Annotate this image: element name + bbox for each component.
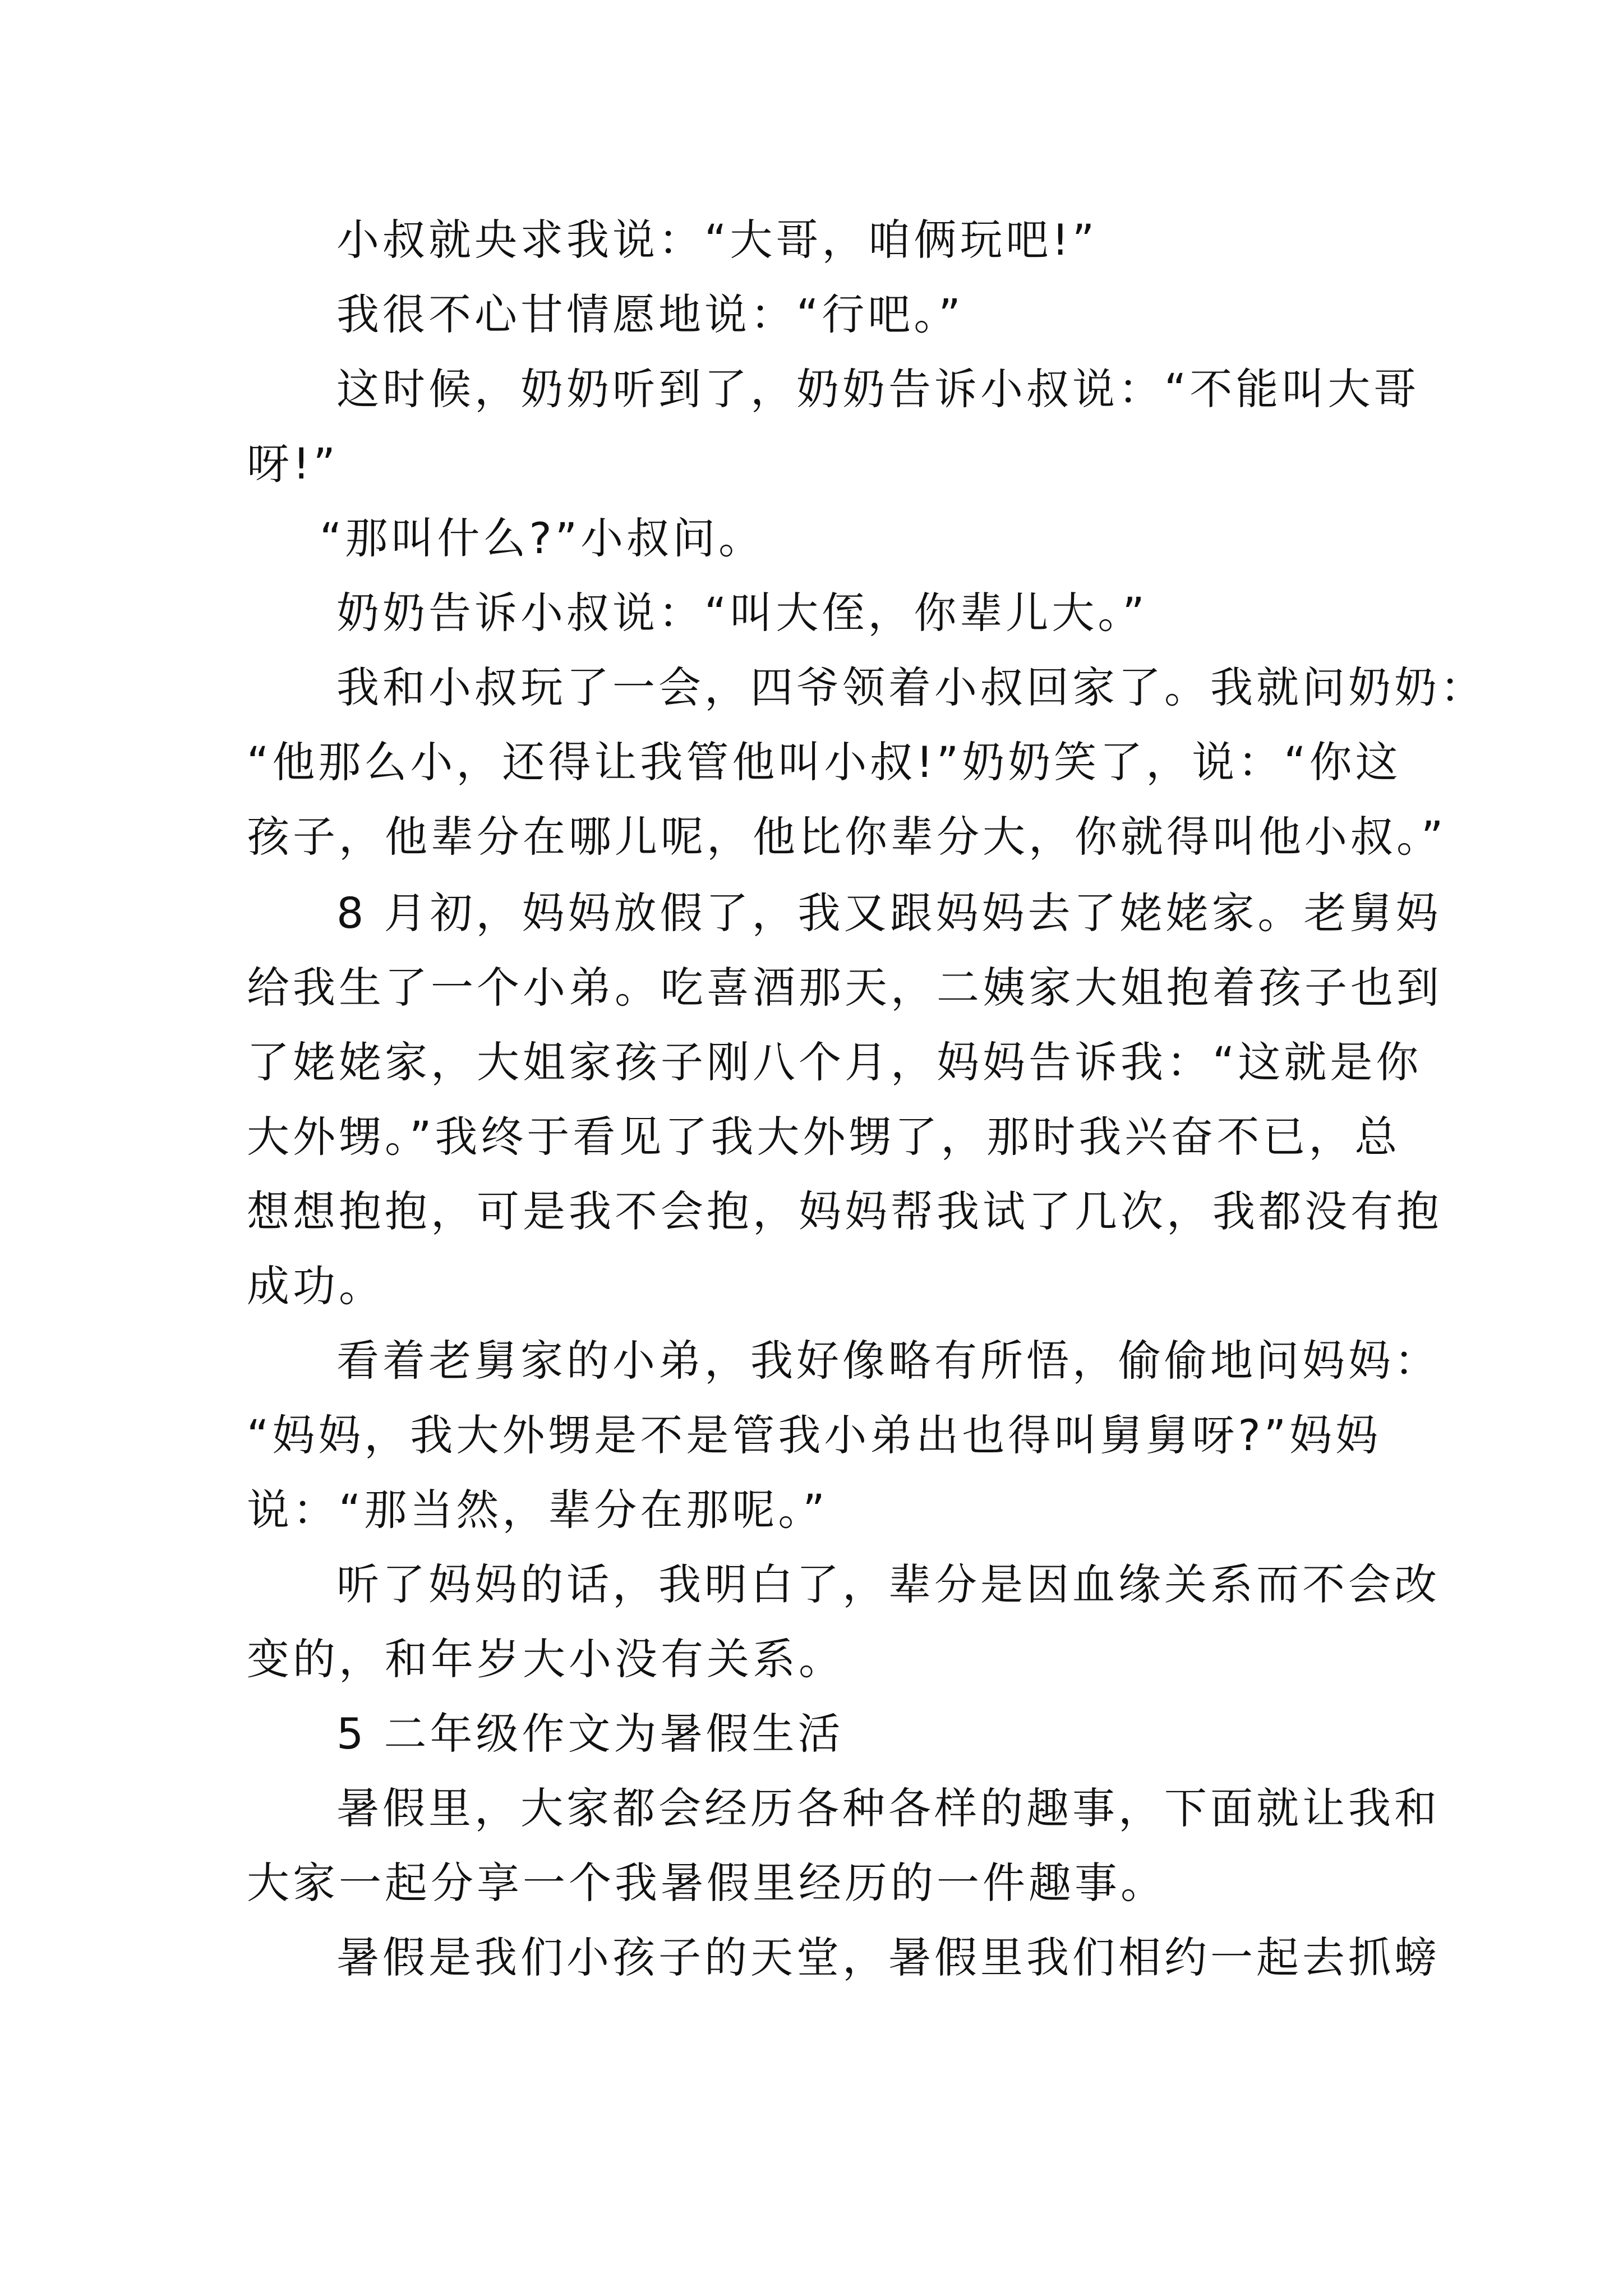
text-line: 给我生了一个小弟。吃喜酒那天，二姨家大姐抱着孩子也到 bbox=[247, 963, 1442, 1013]
text-line: 听了妈妈的话，我明白了，辈分是因血缘关系而不会改 bbox=[336, 1559, 1440, 1609]
text-line: 孩子，他辈分在哪儿呢，他比你辈分大，你就得叫他小叔。” bbox=[247, 812, 1447, 862]
text-line: “那叫什么?”小叔问。 bbox=[320, 513, 765, 563]
text-line: 大外甥。”我终于看见了我大外甥了，那时我兴奋不已，总 bbox=[247, 1112, 1401, 1162]
text-line: 暑假里，大家都会经历各种各样的趣事，下面就让我和 bbox=[336, 1783, 1440, 1833]
text-line: 说：“那当然，辈分在那呢。” bbox=[247, 1485, 828, 1535]
text-line: 8 月初，妈妈放假了，我又跟妈妈去了姥姥家。老舅妈 bbox=[336, 888, 1442, 938]
text-line: “妈妈，我大外甥是不是管我小弟出也得叫舅舅呀?”妈妈 bbox=[247, 1410, 1382, 1460]
text-line: 我和小叔玩了一会，四爷领着小叔回家了。我就问奶奶： bbox=[336, 662, 1486, 712]
text-line: 变的，和年岁大小没有关系。 bbox=[247, 1634, 845, 1684]
text-line: 大家一起分享一个我暑假里经历的一件趣事。 bbox=[247, 1858, 1166, 1908]
text-line: 这时候，奶奶听到了，奶奶告诉小叔说：“不能叫大哥 bbox=[336, 364, 1420, 414]
text-line: 呀!” bbox=[247, 439, 339, 489]
text-line: 奶奶告诉小叔说：“叫大侄，你辈儿大。” bbox=[336, 588, 1148, 638]
text-line: 我很不心甘情愿地说：“行吧。” bbox=[336, 289, 964, 339]
text-line: 了姥姥家，大姐家孩子刚八个月，妈妈告诉我：“这就是你 bbox=[247, 1037, 1422, 1087]
text-line: “他那么小，还得让我管他叫小叔!”奶奶笑了，说：“你这 bbox=[247, 737, 1401, 787]
text-line: 5 二年级作文为暑假生活 bbox=[336, 1709, 844, 1759]
text-line: 暑假是我们小孩子的天堂，暑假里我们相约一起去抓螃 bbox=[336, 1932, 1440, 1982]
text-line: 想想抱抱，可是我不会抱，妈妈帮我试了几次，我都没有抱 bbox=[247, 1186, 1442, 1236]
text-line: 成功。 bbox=[247, 1261, 385, 1311]
text-line: 看着老舅家的小弟，我好像略有所悟，偷偷地问妈妈： bbox=[336, 1336, 1440, 1386]
text-line: 小叔就央求我说：“大哥，咱俩玩吧!” bbox=[336, 215, 1098, 265]
